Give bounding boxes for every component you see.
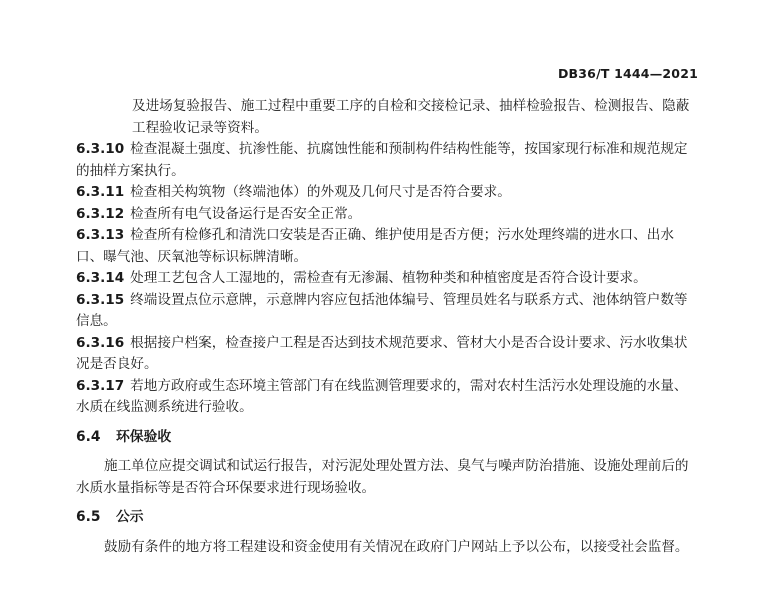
section-number: 6.5 [76, 509, 101, 525]
section-number: 6.4 [76, 428, 101, 445]
clause-6-3-11 [76, 182, 700, 204]
document-body [76, 96, 700, 558]
clause-text: 处理工艺包含人工湿地的，需检查有无渗漏、植物种类和种植密度是否符合设计要求。 [130, 270, 647, 286]
clause-6-3-17 [76, 376, 700, 419]
clause-number: 6.3.16 [76, 334, 125, 351]
section-heading-6-4 [76, 427, 700, 449]
clause-number: 6.3.10 [76, 141, 125, 157]
clause-text: 根据接户档案，检查接户工程是否达到技术规范要求、管材大小是否合设计要求、污水收集状况是否良好。 [76, 334, 688, 372]
clause-6-3-13 [76, 225, 700, 268]
clause-6-3-14 [76, 268, 700, 290]
clause-6-3-16 [76, 333, 700, 376]
section-heading-6-5 [76, 507, 700, 529]
clause-6-3-10 [76, 139, 700, 182]
section-6-4-body: 施工单位应提交调试和试运行报告，对污泥处理处置方法、臭气与噪声防治措施、设施处理前后的水质水量指标等是否符合环保要求进行现场验收。 [76, 458, 689, 496]
clause-text: 检查所有检修孔和清洗口安装是否正确、维护使用是否方便；污水处理终端的进水口、出水口、曝气池、厌氧池等标识标牌清晰。 [76, 227, 674, 265]
section-title: 环保验收 [116, 428, 172, 445]
clause-number: 6.3.17 [76, 377, 125, 394]
clause-text: 检查混凝土强度、抗渗性能、抗腐蚀性能和预制构件结构性能等，按国家现行标准和规范规定的抽样方案执行。 [76, 141, 688, 179]
clause-number: 6.3.14 [76, 270, 125, 286]
clause-text: 检查所有电气设备运行是否安全正常。 [130, 205, 362, 222]
standard-code: DB36/T 1444—2021 [557, 66, 698, 81]
clause-number: 6.3.13 [76, 227, 125, 243]
continuation-text: 及进场复验报告、施工过程中重要工序的自检和交接检记录、抽样检验报告、检测报告、隐蔽工程验收记录等资料。 [132, 98, 690, 136]
clause-6-3-15 [76, 290, 700, 333]
section-6-5-body: 鼓励有条件的地方将工程建设和资金使用有关情况在政府门户网站上予以公布，以接受社会监督。 [104, 538, 689, 555]
section-title: 公示 [116, 509, 144, 525]
clause-text: 若地方政府或生态环境主管部门有在线监测管理要求的，需对农村生活污水处理设施的水量、水质在线监测系统进行验收。 [76, 377, 688, 415]
clause-6-3-12 [76, 204, 700, 226]
clause-number: 6.3.12 [76, 205, 125, 222]
clause-number: 6.3.11 [76, 184, 125, 200]
continuation-paragraph [76, 96, 700, 139]
clause-number: 6.3.15 [76, 291, 125, 308]
clause-text: 终端设置点位示意牌，示意牌内容应包括池体编号、管理员姓名与联系方式、池体纳管户数等信息。 [76, 291, 688, 329]
clause-text: 检查相关构筑物（终端池体）的外观及几何尺寸是否符合要求。 [130, 184, 511, 200]
